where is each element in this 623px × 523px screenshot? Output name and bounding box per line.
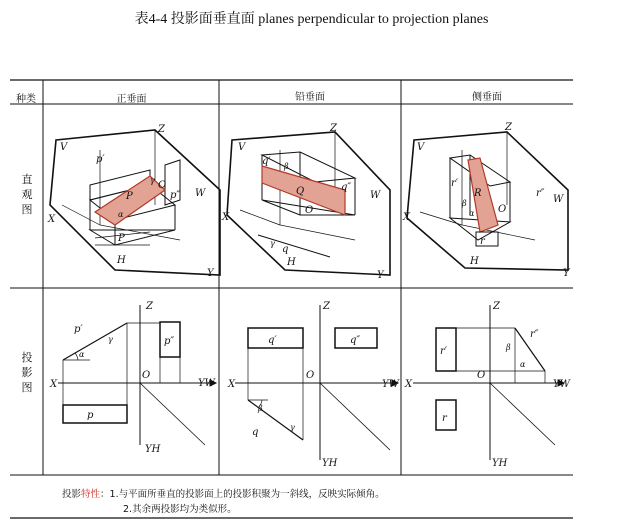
label-x: X [222,212,230,223]
label-o: O [305,205,314,216]
label-x: X [403,212,411,223]
label-v: V [417,142,425,153]
row-label-char: 图 [21,381,33,394]
projection-profile-vertical [413,305,564,460]
footer-text1: ：1.与平面所垂直的投影面上的投影积聚为一斜线，反映实际倾角。 [100,489,385,500]
header-profile-vertical: 侧垂面 [472,92,502,103]
label-o: O [142,370,151,381]
pictorial-profile-vertical [407,132,568,270]
label-p-prime: p′ [96,154,105,165]
label-x: X [405,379,413,390]
label-p-small: P [118,233,125,244]
label-q: Q [296,186,305,197]
label-h: H [117,255,126,266]
label-o: O [498,204,507,215]
row-label-char: 影 [21,366,33,379]
footer-text2: 2.其余两投影均为类似形。 [123,504,237,515]
label-alpha: α [520,360,526,369]
row-label-char: 图 [21,203,33,216]
label-alpha: α [118,210,124,219]
label-y: Y [377,270,384,281]
label-z: Z [146,301,153,312]
label-r-prime: r′ [451,178,459,189]
label-h: H [470,256,479,267]
label-x: X [50,379,58,390]
label-r-prime: r′ [440,346,448,357]
label-x: X [228,379,236,390]
label-gamma: γ [108,335,113,344]
label-yh: YH [145,444,161,455]
label-v: V [238,142,246,153]
label-h: H [287,257,296,268]
label-y: Y [563,268,570,279]
label-beta: β [258,404,263,413]
row-label-char: 投 [21,351,33,364]
label-x: X [48,214,56,225]
label-w: W [370,190,381,201]
label-r-small: r [442,413,447,424]
label-r: R [474,188,482,199]
label-z: Z [505,122,512,133]
row-label-char: 直 [21,173,33,186]
label-w: W [553,194,564,205]
label-y: Y [207,268,214,279]
label-beta: β [506,343,511,352]
label-r-dprime: r″ [530,329,539,340]
label-yh: YH [492,458,508,469]
label-yw: YW [198,378,215,389]
label-beta: β [462,199,467,208]
label-gamma: γ [150,176,155,185]
table-grid [10,80,573,518]
label-gamma: γ [290,423,295,432]
plane-r [468,158,498,232]
label-o: O [477,370,486,381]
label-gamma: γ [270,239,275,248]
label-p-small: p [87,410,94,421]
label-alpha: α [79,350,85,359]
label-p-dprime: p″ [170,190,181,201]
label-alpha: α [469,209,475,218]
projection-box-outline [227,132,390,275]
footer-prefix: 投影 [62,489,82,500]
label-p-prime: p′ [74,324,83,335]
page-title: 表4-4 投影面垂直面 planes perpendicular to projection planes [134,12,489,27]
label-w: W [195,188,206,199]
label-q-dprime: q″ [350,335,361,346]
label-p: P [126,191,133,202]
label-q-prime: q′ [268,335,277,346]
label-yh: YH [322,458,338,469]
label-o: O [158,180,167,191]
footer-highlight: 特性 [81,489,101,500]
header-frontal-vertical: 正垂面 [116,94,147,105]
label-r-small: r [480,236,485,247]
label-beta: β [284,162,289,171]
label-q-small: q [252,427,259,438]
label-q-dprime: q″ [341,182,352,193]
label-v: V [60,142,68,153]
projection-horizontal-vertical [235,305,398,460]
label-r-dprime: r″ [536,188,545,199]
label-yw: YW [382,379,399,390]
header-horizontal-vertical: 铅垂面 [295,92,325,103]
label-yw: YW [553,379,570,390]
label-z: Z [158,124,165,135]
label-z: Z [323,301,330,312]
pictorial-horizontal-vertical [227,132,390,275]
label-p-dprime: p″ [164,336,175,347]
header-kind: 种类 [16,94,36,105]
label-q-small: q [282,244,289,255]
label-o: O [306,370,315,381]
label-z: Z [493,301,500,312]
label-z: Z [330,123,337,134]
label-q-prime: q′ [262,156,271,167]
pictorial-frontal-vertical [50,130,220,275]
row-label-char: 观 [21,188,33,201]
